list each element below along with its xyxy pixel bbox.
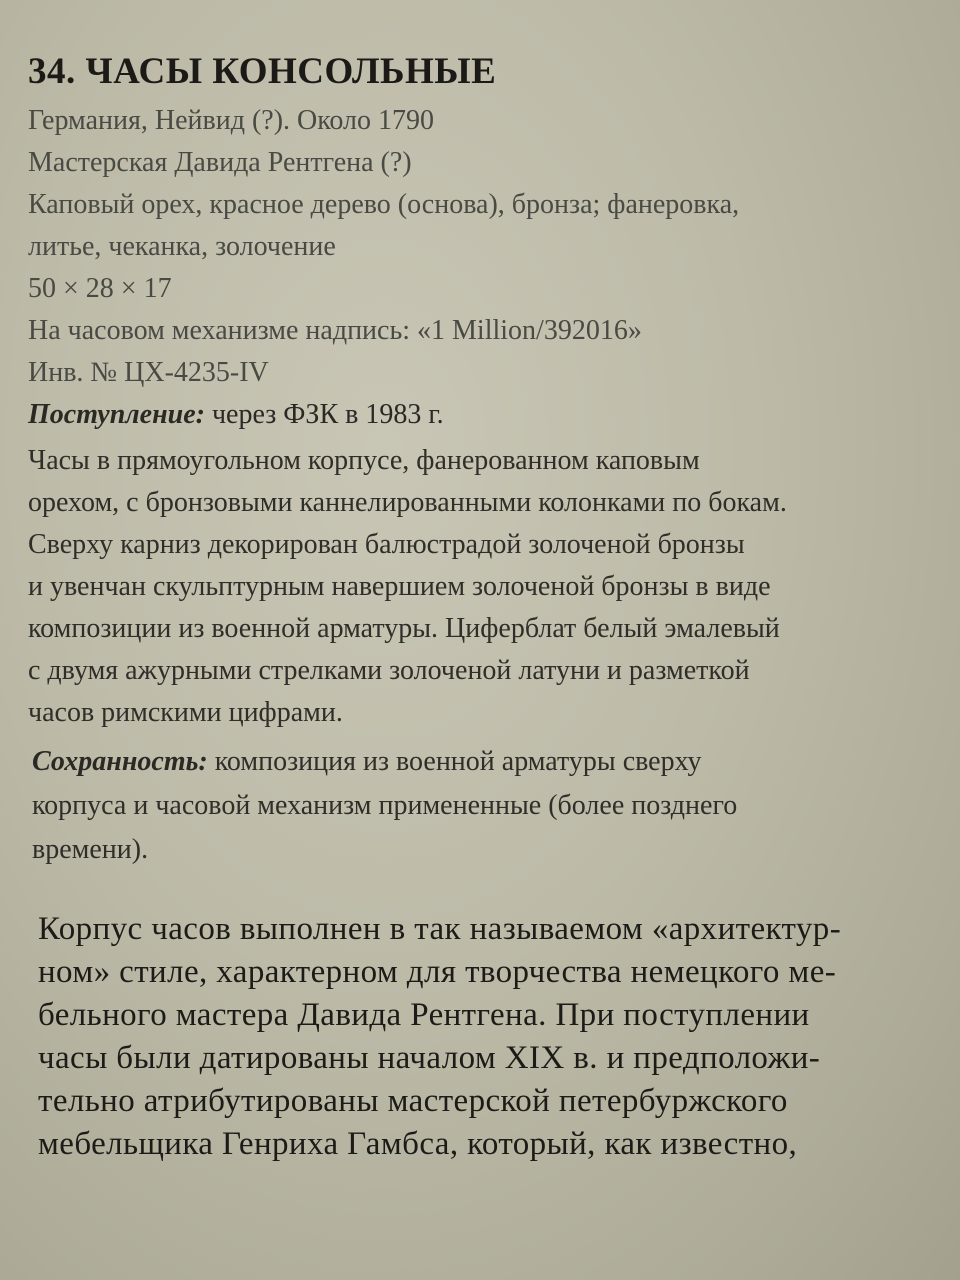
entry-metadata bbox=[28, 100, 928, 436]
acquisition-text: через ФЗК в 1983 г. bbox=[204, 399, 444, 430]
essay-line: Корпус часов выполнен в так называемом «архитектур- bbox=[38, 911, 842, 947]
preservation-line-2: корпуса и часовой механизм примененные (более позднего bbox=[32, 790, 738, 821]
entry-title: 34. ЧАСЫ КОНСОЛЬНЫЕ bbox=[28, 51, 497, 92]
essay-line: ном» стиле, характерном для творчества немецкого ме- bbox=[38, 954, 837, 990]
essay-paragraph bbox=[38, 908, 918, 1166]
entry-materials-line-2: литье, чеканка, золочение bbox=[28, 231, 336, 262]
entry-workshop: Мастерская Давида Рентгена (?) bbox=[28, 147, 412, 178]
essay-line: бельного мастера Давида Рентгена. При поступлении bbox=[38, 997, 810, 1033]
description-line: с двумя ажурными стрелками золоченой латуни и разметкой bbox=[28, 655, 750, 686]
essay-line: часы были датированы началом XIX в. и предположи- bbox=[38, 1040, 821, 1076]
description-line: Часы в прямоугольном корпусе, фанерованном каповым bbox=[28, 445, 700, 476]
entry-inscription: На часовом механизме надпись: «1 Million/392016» bbox=[28, 315, 642, 346]
acquisition-label: Поступление: bbox=[28, 399, 205, 430]
description-line: композиции из военной арматуры. Циферблат белый эмалевый bbox=[28, 613, 780, 644]
preservation-line-3: времени). bbox=[32, 834, 149, 865]
essay-line: тельно атрибутированы мастерской петербуржского bbox=[38, 1083, 788, 1119]
entry-description bbox=[28, 440, 928, 734]
entry-preservation bbox=[32, 740, 922, 872]
description-line: орехом, с бронзовыми каннелированными колонками по бокам. bbox=[28, 487, 787, 518]
description-line: и увенчан скульптурным навершием золоченой бронзы в виде bbox=[28, 571, 771, 602]
preservation-text-1: композиция из военной арматуры сверху bbox=[207, 746, 702, 777]
preservation-label: Сохранность: bbox=[32, 746, 208, 777]
entry-materials-line-1: Каповый орех, красное дерево (основа), бронза; фанеровка, bbox=[28, 189, 740, 220]
entry-origin: Германия, Нейвид (?). Около 1790 bbox=[28, 105, 435, 136]
essay-line: мебельщика Генриха Гамбса, который, как известно, bbox=[38, 1126, 798, 1162]
entry-inventory: Инв. № ЦХ-4235-IV bbox=[28, 357, 269, 388]
preservation-line-1 bbox=[32, 740, 922, 784]
description-line: часов римскими цифрами. bbox=[28, 697, 343, 728]
entry-dimensions: 50 × 28 × 17 bbox=[28, 273, 172, 304]
entry-acquisition bbox=[28, 394, 928, 436]
description-line: Сверху карниз декорирован балюстрадой золоченой бронзы bbox=[28, 529, 745, 560]
